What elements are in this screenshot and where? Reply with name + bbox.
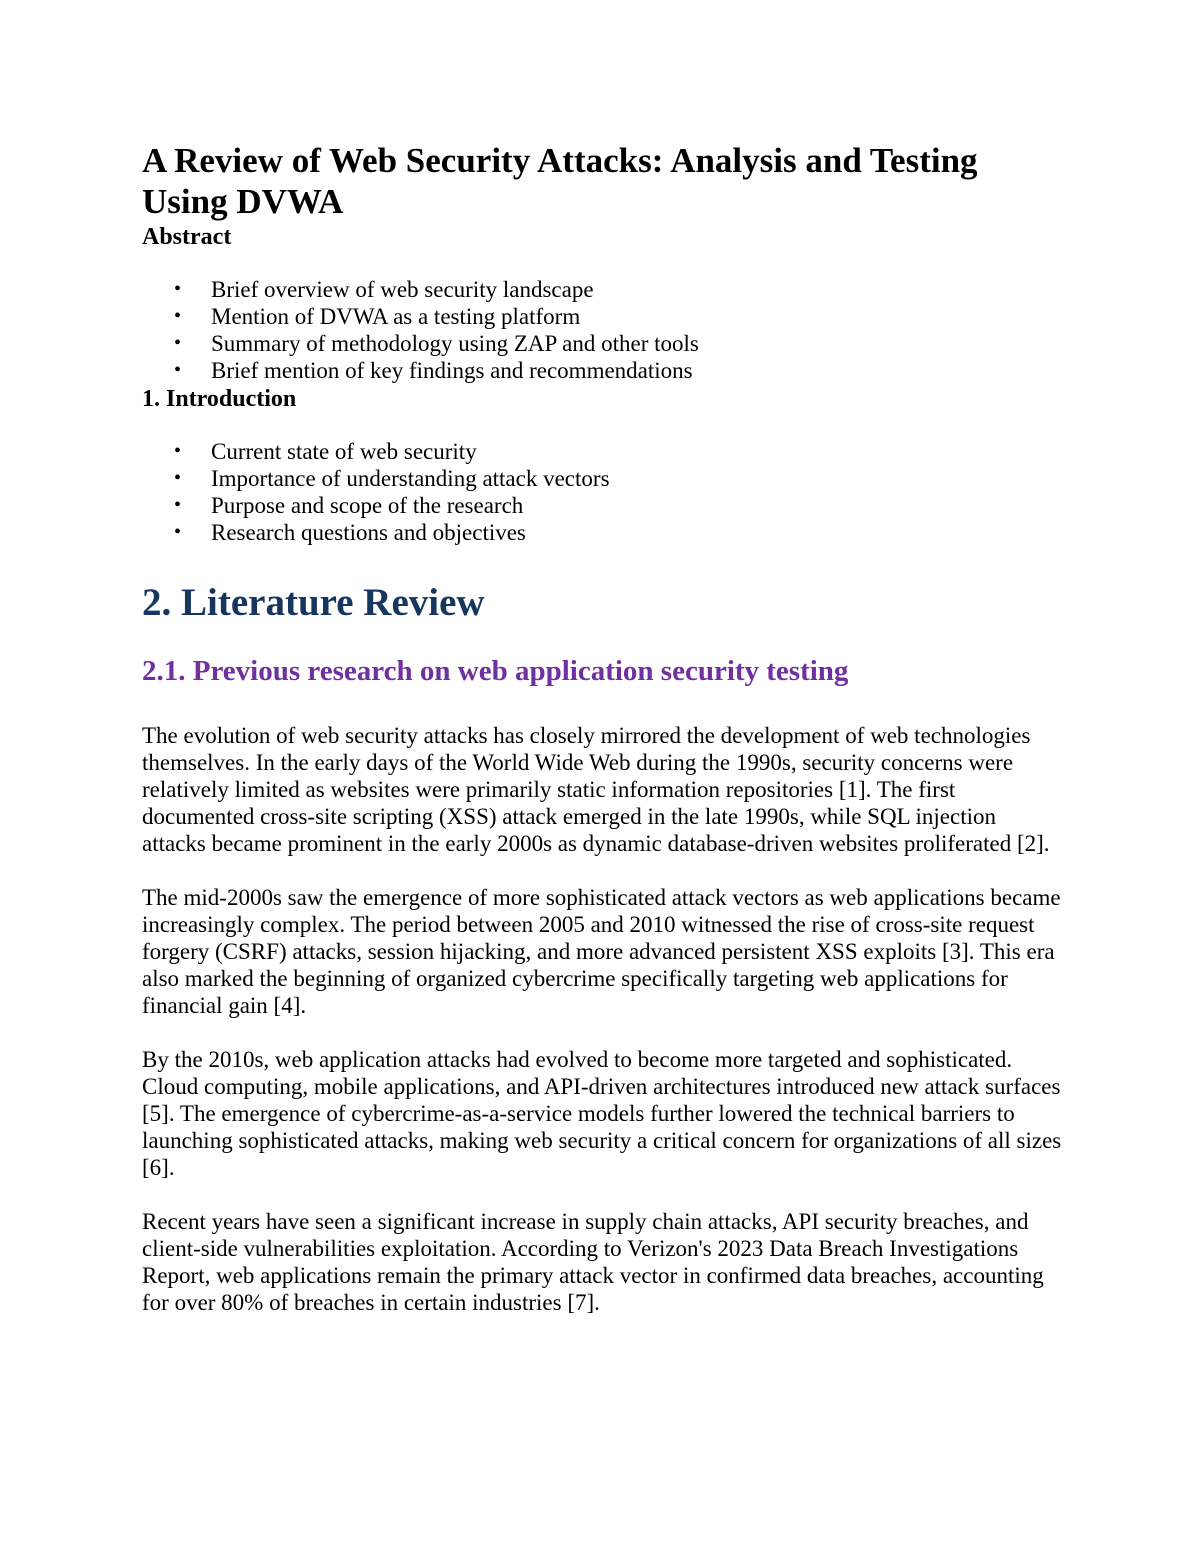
literature-review-heading: 2. Literature Review (142, 581, 485, 624)
body-paragraph: Recent years have seen a significant increase in supply chain attacks, API security breaches, and client-side vulnerabilities exploitation. According to Verizon's 2023 Data Breach Investigations Report, web applications remain the primary attack vector in confirmed data breaches, accounting for over 80% of breaches in certain industries [7]. (142, 1209, 1044, 1315)
list-item: • Mention of DVWA as a testing platform (174, 304, 581, 329)
list-item: • Summary of methodology using ZAP and other tools (174, 331, 699, 356)
list-item: • Purpose and scope of the research (174, 493, 524, 518)
list-item: • Research questions and objectives (174, 520, 526, 545)
body-paragraph: By the 2010s, web application attacks had evolved to become more targeted and sophisticated. Cloud computing, mobile applications, and API-driven architectures introduced new attack surfaces [5]. The emergence of cybercrime-as-a-service models further lowered the technical barriers to launching sophisticated attacks, making web security a critical concern for organizations of all sizes [6]. (142, 1047, 1062, 1180)
bullet-icon: • (174, 521, 182, 543)
introduction-list (142, 438, 1062, 546)
bullet-icon: • (174, 359, 182, 381)
bullet-icon: • (174, 305, 182, 327)
list-item: • Current state of web security (174, 439, 477, 464)
list-item: • Brief mention of key findings and recommendations (174, 358, 693, 383)
body-paragraph: The mid-2000s saw the emergence of more sophisticated attack vectors as web applications became increasingly complex. The period between 2005 and 2010 witnessed the rise of cross-site request forgery (CSRF) attacks, session hijacking, and more advanced persistent XSS exploits [3]. This era also marked the beginning of organized cybercrime specifically targeting web applications for financial gain [4]. (142, 885, 1061, 1018)
bullet-icon: • (174, 278, 182, 300)
bullet-icon: • (174, 332, 182, 354)
bullet-icon: • (174, 467, 182, 489)
abstract-list (142, 276, 1062, 384)
document-page (142, 140, 1062, 1316)
body-paragraph: The evolution of web security attacks has closely mirrored the development of web technologies themselves. In the early days of the World Wide Web during the 1990s, security concerns were relatively limited as websites were primarily static information repositories [1]. The first documented cross-site scripting (XSS) attack emerged in the late 1990s, while SQL injection attacks became prominent in the early 2000s as dynamic database-driven websites proliferated [2]. (142, 723, 1050, 856)
previous-research-subheading: 2.1. Previous research on web application security testing (142, 655, 849, 687)
document-title: A Review of Web Security Attacks: Analysis and Testing Using DVWA (142, 141, 978, 221)
list-item: • Brief overview of web security landscape (174, 277, 594, 302)
abstract-heading: Abstract (142, 224, 232, 250)
list-item: • Importance of understanding attack vectors (174, 466, 610, 491)
bullet-icon: • (174, 494, 182, 516)
introduction-heading: 1. Introduction (142, 386, 297, 412)
bullet-icon: • (174, 440, 182, 462)
